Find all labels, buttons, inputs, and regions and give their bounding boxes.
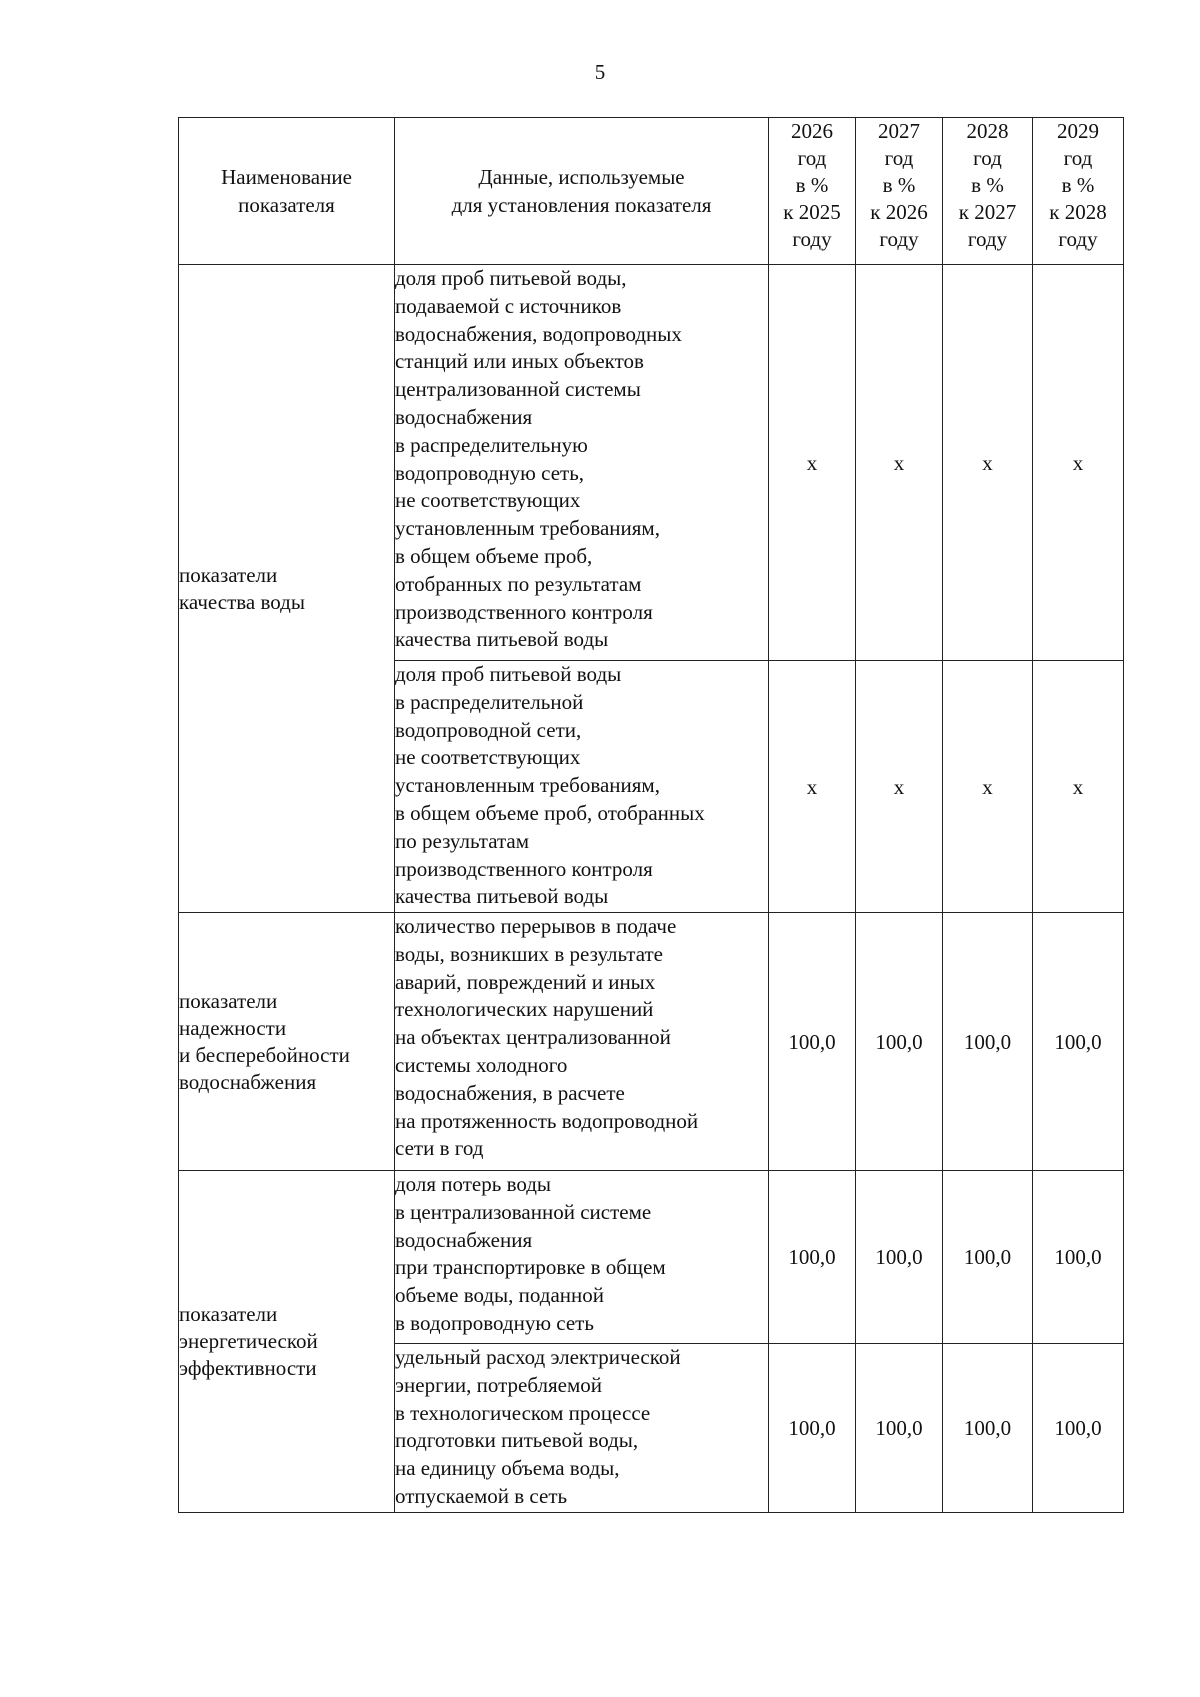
indicators-table [178,117,1124,1513]
value-2029: х [1033,661,1124,913]
header-indicator-name: Наименование показателя [179,118,395,265]
header-year-2027: 2027 год в % к 2026 году [856,118,943,265]
group-water-quality: показатели качества воды [179,265,395,913]
value-2029: х [1033,265,1124,661]
row-data-cell: доля проб питьевой воды в распределительной водопроводной сети, не соответствующих установленным требованиям, в общем объеме проб, отобранных по результатам производственного контроля качества питьевой воды [395,661,769,913]
value-2028: 100,0 [943,1344,1033,1513]
row-data-cell: доля проб питьевой воды, подаваемой с источников водоснабжения, водопроводных станций или иных объектов централизованной системы водоснабжения в распределительную водопроводную сеть, не соответствующих установленным требованиям, в общем объеме проб, отобранных по результатам производственного контроля качества питьевой воды [395,265,769,661]
table-row [179,1171,1124,1344]
value-2029: 100,0 [1033,913,1124,1171]
value-2028: 100,0 [943,1171,1033,1344]
page-number: 5 [594,60,606,84]
value-2027: 100,0 [856,913,943,1171]
header-year-2026: 2026 год в % к 2025 году [769,118,856,265]
value-2026: 100,0 [769,913,856,1171]
header-year-2028: 2028 год в % к 2027 году [943,118,1033,265]
value-2026: 100,0 [769,1344,856,1513]
row-data-cell: доля потерь воды в централизованной системе водоснабжения при транспортировке в общем объеме воды, поданной в водопроводную сеть [395,1171,769,1344]
table-row [179,265,1124,661]
value-2028: х [943,265,1033,661]
value-2026: х [769,265,856,661]
value-2027: 100,0 [856,1344,943,1513]
table-header-row [179,118,1124,265]
value-2027: 100,0 [856,1171,943,1344]
row-data-cell: удельный расход электрической энергии, потребляемой в технологическом процессе подготовки питьевой воды, на единицу объема воды, отпускаемой в сеть [395,1344,769,1513]
value-2026: х [769,661,856,913]
value-2026: 100,0 [769,1171,856,1344]
group-energy-efficiency: показатели энергетической эффективности [179,1171,395,1513]
group-reliability: показатели надежности и бесперебойности водоснабжения [179,913,395,1171]
value-2029: 100,0 [1033,1344,1124,1513]
value-2028: х [943,661,1033,913]
table-row [179,913,1124,1171]
header-source-data: Данные, используемые для установления показателя [395,118,769,265]
header-year-2029: 2029 год в % к 2028 году [1033,118,1124,265]
value-2029: 100,0 [1033,1171,1124,1344]
value-2027: х [856,661,943,913]
row-data-cell: количество перерывов в подаче воды, возникших в результате аварий, повреждений и иных технологических нарушений на объектах централизованной системы холодного водоснабжения, в расчете на протяженность водопроводной сети в год [395,913,769,1171]
value-2027: х [856,265,943,661]
value-2028: 100,0 [943,913,1033,1171]
